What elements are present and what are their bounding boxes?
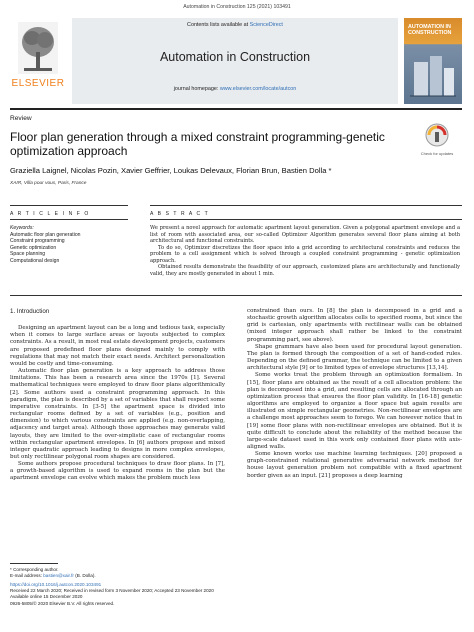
body-paragraph: constrained than ours. In [8] the plan is decomposed in a grid and a stochastic growth algorithm allocates cells to specified rooms, but since the grid is cartesian, only apartments with rectilinear walls can be obtained (mixed integer approach shall rather be linked to the constraint programming part, see above). xyxy=(247,308,462,343)
check-for-updates-icon[interactable] xyxy=(424,122,450,152)
abstract-heading: A B S T R A C T xyxy=(150,211,210,217)
journal-title: Automation in Construction xyxy=(159,50,311,64)
author-affiliation: XAIR, Villa pour vous, Paris, France xyxy=(10,181,87,186)
building-icon xyxy=(410,52,456,98)
elsevier-tree-icon xyxy=(18,22,58,74)
corresponding-author-note: * Corresponding author. xyxy=(10,566,59,572)
doi-link[interactable]: https://doi.org/10.1016/j.autcon.2020.103491 xyxy=(10,582,102,587)
keyword-item: Space planning xyxy=(10,251,46,258)
header-rule xyxy=(10,108,462,110)
info-subrule xyxy=(10,219,128,220)
contents-prefix: Contents lists available at xyxy=(187,22,250,28)
abstract-paragraph: Obtained results demonstrate the feasibility of our approach, customized plans are architecturally and functionally valid, they are mostly generated in about 1 min. xyxy=(150,264,460,277)
homepage-prefix: journal homepage: xyxy=(173,86,220,92)
body-paragraph: Some works treat the problem through an optimization formalism. In [15], floor plans are obtained as the result of a cell allocation problem: the plan is decomposed into a grid, and resulting cells are allocated through an optimization process that ensures the floor plan validity. In [16-18] genetic algorithms are employed to organize a floor space but again results are illustrated on simple rectangular geometries. Non-rectilinear envelopes are a challenge most approaches seem to forego. We can however notice that in [19] some floor plans with non-rectilinear envelopes are obtained. But it is quite difficult to conclude about the reliability of the method because the large-scale dataset used in this work only contained floor plans with axis-aligned walls. xyxy=(247,372,462,450)
keyword-item: Constraint programming xyxy=(10,238,65,245)
body-paragraph: Shape grammars have also been used for procedural layout generation. The plan is formed through the composition of a set of hand-coded rules. Depending on the defined grammar, the technique can be limited to a given architectural style [9] or to limited types of envelope structures [13,14]. xyxy=(247,343,462,372)
author-list: Graziella Laignel, Nicolas Pozin, Xavier Geffrier, Loukas Delevaux, Florian Brun, Bastien Dolla * xyxy=(10,166,332,175)
body-paragraph: Designing an apartment layout can be a long and tedious task, especially when it comes to large surface areas or layouts subjected to complex constraints. As a result, in most real estate development projects, customers are proposed predefined floor plans designed mainly to comply with regulations that may not match their exact needs. Architect personalization would be costly and time-consuming. xyxy=(10,325,225,367)
received-dates: Received 22 March 2020; Received in revised form 3 November 2020; Accepted 23 November 2020 xyxy=(10,588,214,594)
publisher-name: ELSEVIER xyxy=(11,78,65,89)
keyword-item: Computational design xyxy=(10,257,60,264)
journal-homepage-link[interactable]: www.elsevier.com/locate/autcon xyxy=(219,86,297,92)
article-info-heading: A R T I C L E I N F O xyxy=(10,211,90,217)
abstract-rule xyxy=(150,205,462,206)
journal-citation: Automation in Construction 125 (2021) 103491 xyxy=(183,4,291,10)
elsevier-logo[interactable] xyxy=(10,18,66,104)
homepage-line xyxy=(72,86,398,92)
body-paragraph: Automatic floor plan generation is a key approach to address those limitations. This has been a research area since the 1970s [1]. Several mathematical techniques were employed to draw floor plans algorithmically [2]. Some authors used a constraint programming approach. In this paradigm, the plan is described by a set of variables that shall respect some imperative constraints. In [3-5] the apartment space is divided into rectangular rooms defined by a set of variables (e.g., position and dimension) to which various constraints are applied (e.g. non-overlapping, adjacency and target area). Although those approaches may generate valid layouts, they are limited to the over-simplistic case of rectangular rooms within rectangular apartment envelopes. In [6] authors propose and mixed integer quadratic approach leading to designs in more complex envelopes, but only rectilinear polygonal room shapes are considered. xyxy=(10,368,225,460)
copyright-line: 0926-5805/© 2020 Elsevier B.V. All rights reserved. xyxy=(10,600,115,606)
email-link[interactable]: bastien@xair.fr xyxy=(43,572,74,578)
check-for-updates-label[interactable]: Check for updates xyxy=(420,151,454,156)
email-prefix: E-mail address: xyxy=(10,572,44,578)
abstract-paragraph: To do so, Optimizer discretizes the floor space into a grid according to architectural constraints and reduces the problem to a cell assignment which is solved through a coupled constraint programming - genetic optimization approach. xyxy=(150,244,460,264)
journal-cover[interactable] xyxy=(404,18,462,104)
footnotes xyxy=(10,563,270,607)
keywords-block xyxy=(10,225,128,265)
journal-masthead xyxy=(10,18,462,104)
abstract-subrule xyxy=(150,219,462,220)
article-type: Review xyxy=(10,115,32,122)
body-paragraph: Some authors propose procedural techniques to draw floor plans. In [7], a growth-based algorithm is used to expand rooms in the plan but the apartment envelope can evolve which makes the problem much less xyxy=(10,461,225,482)
body-rule xyxy=(10,295,462,296)
email-line xyxy=(10,573,270,579)
email-suffix: (B. Dolla). xyxy=(73,572,96,578)
footnote-rule xyxy=(10,563,58,564)
body-column-left xyxy=(10,308,225,483)
body-paragraph: Some known works use machine learning techniques. [20] proposed a graph-constrained relational generative adversarial network method for house layout generation problem not compatible with a fixed apartment border given as an input. [21] proposes a deep learning xyxy=(247,451,462,479)
cover-title: AUTOMATION IN CONSTRUCTION xyxy=(408,24,452,36)
available-online: Available online 15 December 2020 xyxy=(10,594,83,600)
keyword-item: Automatic floor plan generation xyxy=(10,231,81,238)
sciencedirect-link[interactable]: ScienceDirect xyxy=(249,22,283,28)
keyword-item: Genetic optimization xyxy=(10,244,57,251)
article-title: Floor plan generation through a mixed constraint programming-genetic optimization approach xyxy=(10,130,385,159)
body-column-right xyxy=(247,308,462,480)
journal-banner xyxy=(72,18,398,104)
abstract-text xyxy=(150,225,460,277)
keywords-label: Keywords: xyxy=(10,225,34,231)
abstract-paragraph: We present a novel approach for automatic apartment layout generation. Given a polygonal apartment envelope and a list of room with associated area, our so-called Optimizer Algorithm generates several floor plans aiming at both architectural and functional constraints. xyxy=(150,225,460,245)
contents-line xyxy=(72,22,398,28)
section-heading-introduction: 1. Introduction xyxy=(10,308,50,315)
info-rule xyxy=(10,205,128,206)
